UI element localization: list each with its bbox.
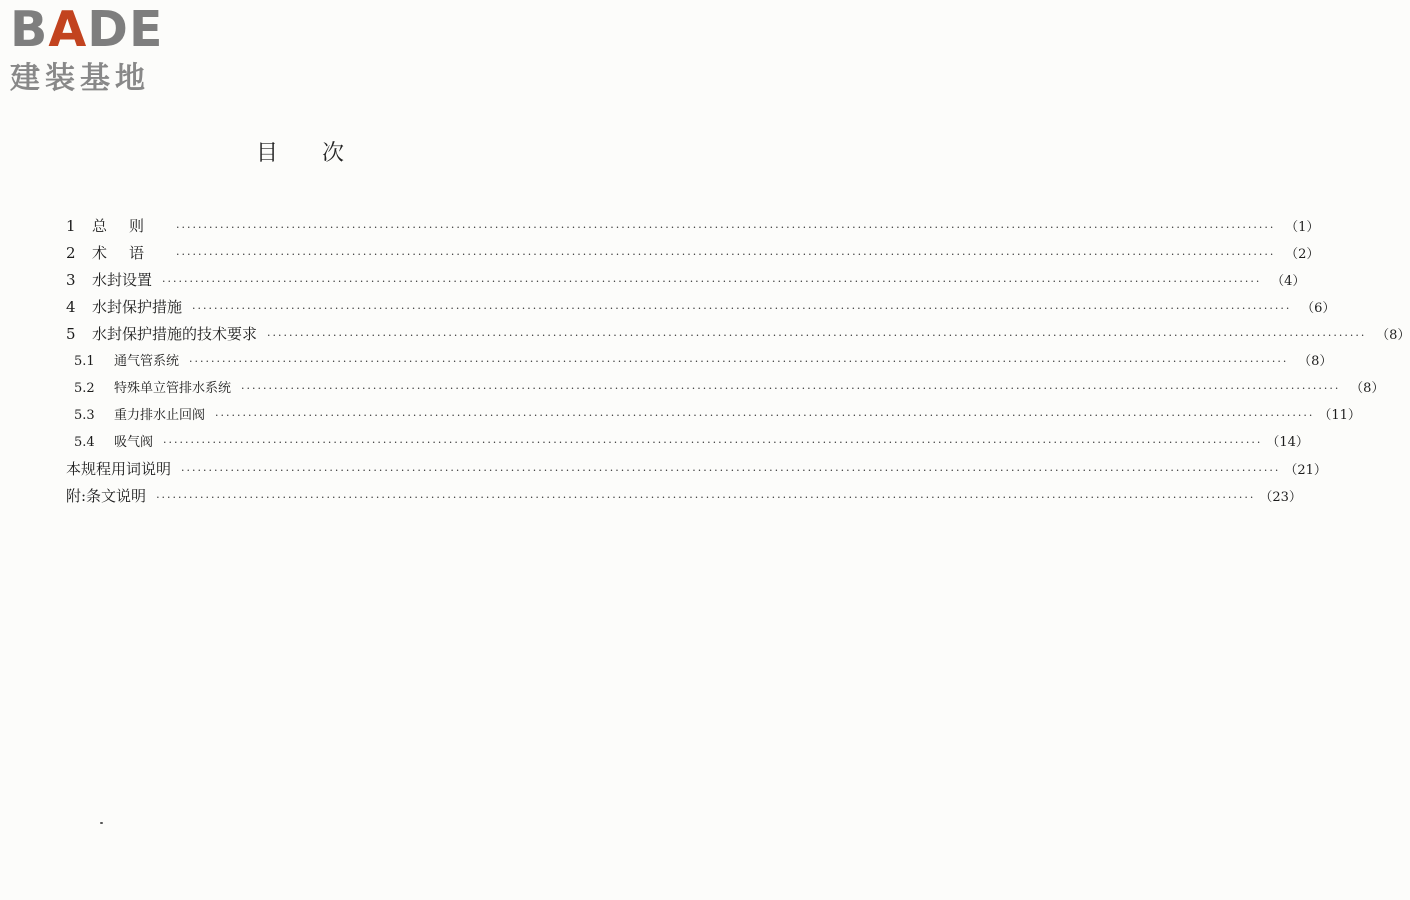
toc-entry-label: 吸气阀 [114, 435, 154, 450]
toc-entry-number: 5.3 [74, 408, 95, 423]
toc-entry[interactable] [66, 321, 1410, 348]
toc-leader-dots: ········································································································································································································ [176, 248, 1276, 261]
toc-entry-page: （21） [1284, 463, 1327, 478]
toc-entry-page: （2） [1285, 247, 1320, 262]
toc-entry-page: （6） [1301, 301, 1336, 316]
toc-entry-number: 3 [66, 271, 76, 289]
toc-entry[interactable] [66, 267, 1306, 294]
toc-entry-label: 总则 [92, 217, 167, 235]
toc-entry[interactable] [66, 294, 1336, 321]
page-title: 目次 [255, 141, 388, 166]
toc-entry[interactable] [66, 213, 1320, 240]
toc-entry[interactable] [66, 402, 1361, 429]
logo-subtitle: 建装基地 [10, 61, 150, 96]
toc-leader-dots: ········································································································································································································ [176, 221, 1276, 234]
toc-entry-page: （1） [1285, 220, 1320, 235]
toc-entry[interactable] [66, 456, 1327, 483]
toc-entry-page: （11） [1318, 408, 1361, 423]
toc-entry-label: 水封保护措施 [92, 298, 183, 316]
toc-entry-number: 5 [66, 325, 76, 343]
toc-entry-number: 5.1 [74, 354, 95, 369]
toc-entry-page: （8） [1298, 354, 1333, 369]
toc-leader-dots: ········································································································································································································ [215, 409, 1315, 422]
toc-leader-dots: ········································································································································································································ [192, 302, 1292, 315]
toc-entry[interactable] [66, 375, 1385, 402]
toc-entry-label: 本规程用词说明 [66, 460, 172, 478]
toc-entry-number: 5.2 [74, 381, 95, 396]
toc-leader-dots: ········································································································································································································ [163, 436, 1263, 449]
toc-entry-page: （23） [1259, 490, 1302, 505]
toc-leader-dots: ········································································································································································································ [189, 355, 1289, 368]
toc-leader-dots: ········································································································································································································ [162, 275, 1262, 288]
toc-entry-page: （14） [1266, 435, 1309, 450]
toc-entry-page: （8） [1350, 381, 1385, 396]
toc-entry-page: （8） [1376, 328, 1410, 343]
toc-entry-number: 1 [66, 217, 76, 235]
toc-leader-dots: ········································································································································································································ [241, 382, 1341, 395]
toc-entry-label: 特殊单立管排水系统 [114, 381, 232, 396]
toc-entry[interactable] [66, 348, 1333, 375]
toc-entry-label: 重力排水止回阀 [114, 408, 206, 423]
toc-entry-number: 2 [66, 244, 76, 262]
bade-logo [10, 1, 180, 104]
table-of-contents [66, 213, 1410, 510]
toc-entry-page: （4） [1271, 274, 1306, 289]
toc-leader-dots: ········································································································································································································ [156, 491, 1256, 504]
toc-entry-label: 附:条文说明 [66, 487, 147, 505]
toc-entry[interactable] [66, 429, 1309, 456]
toc-leader-dots: ········································································································································································································ [181, 464, 1281, 477]
toc-entry-label: 术语 [92, 244, 167, 262]
toc-entry-label: 水封设置 [92, 271, 153, 289]
toc-entry-number: 4 [66, 298, 76, 316]
toc-entry-number: 5.4 [74, 435, 95, 450]
scan-speck [100, 822, 103, 824]
toc-entry-label: 通气管系统 [114, 354, 180, 369]
toc-entry[interactable] [66, 240, 1320, 267]
toc-entry-label: 水封保护措施的技术要求 [92, 325, 258, 343]
toc-entry[interactable] [66, 483, 1302, 510]
logo-wordmark: BADE [10, 1, 164, 58]
toc-leader-dots: ········································································································································································································ [267, 329, 1367, 342]
